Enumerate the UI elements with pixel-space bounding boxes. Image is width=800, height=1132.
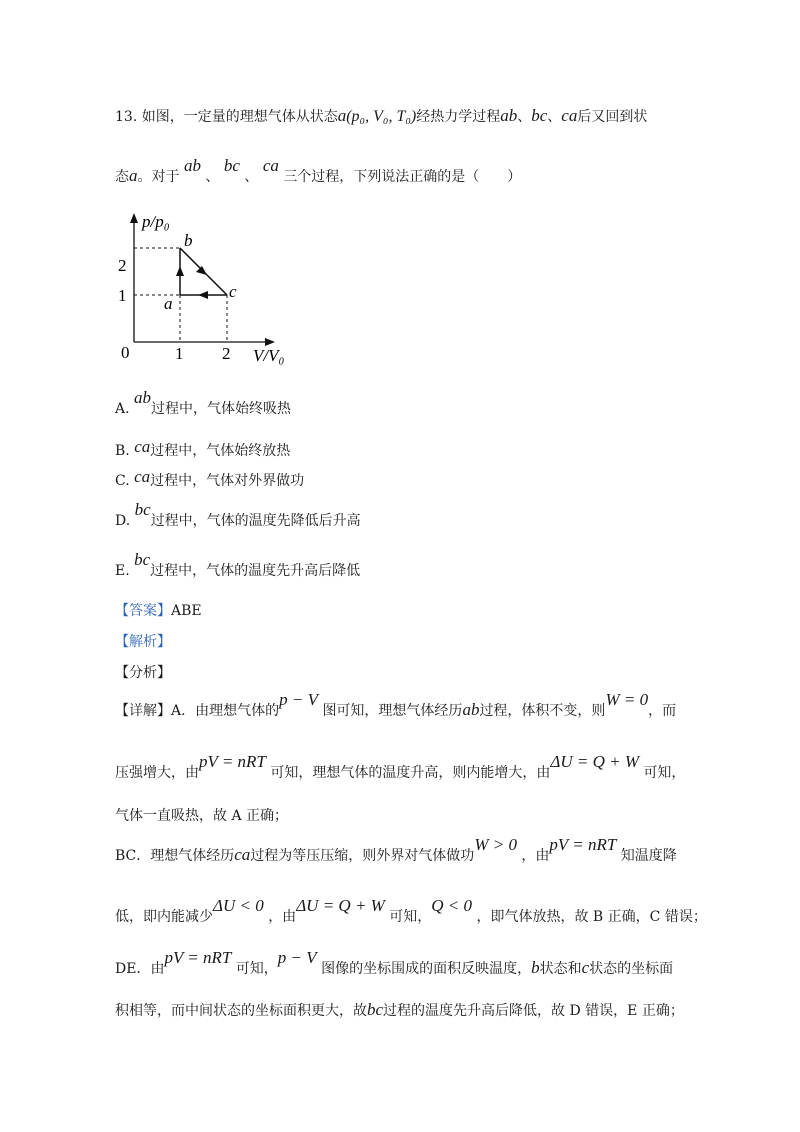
- option-c[interactable]: C. ca过程中，气体对外界做功: [115, 467, 305, 489]
- question-line-1: 13. 如图，一定量的理想气体从状态a(p₀, V₀, T₀)经热力学过程ab、bc、ca后又回到状: [115, 106, 648, 125]
- point-c-label: c: [229, 282, 237, 301]
- answer-line: [115, 600, 202, 620]
- x-axis-label: V/V₀: [253, 346, 285, 365]
- y-tick-2: 2: [118, 256, 127, 275]
- answer-tag: 【答案】: [115, 603, 171, 619]
- x-tick-1: 1: [175, 344, 184, 363]
- origin-label: 0: [121, 343, 130, 362]
- option-e[interactable]: E. bc过程中，气体的温度先升高后降低: [115, 550, 361, 579]
- point-a-label: a: [164, 294, 173, 313]
- arrow-bc-icon: [196, 266, 207, 275]
- question-number: 13.: [115, 109, 138, 125]
- analysis-line: [115, 631, 171, 651]
- detail-line-3: 气体一直吸热，故 A 正确；: [115, 808, 289, 824]
- answer-value: ABE: [171, 603, 202, 619]
- detail-line-1: 【详解】A．由理想气体的p − V 图可知，理想气体经历ab过程，体积不变，则W = 0，而: [115, 690, 677, 719]
- arrow-ab-icon: [176, 266, 184, 276]
- detail-line-5: 低，即内能减少ΔU < 0 ，由ΔU = Q + W 可知，Q < 0 ，即气体放热，故 B 正确，C 错误；: [115, 896, 707, 925]
- pv-diagram: [110, 205, 320, 375]
- detail-line-7: 积相等，而中间状态的坐标面积更大，故bc过程的温度先升高后降低，故 D 错误，E 正确；: [115, 1000, 684, 1019]
- detail-line-2: 压强增大，由pV = nRT 可知，理想气体的温度升高，则内能增大，由ΔU = Q + W 可知，: [115, 752, 686, 781]
- fenxi-tag: 【分析】: [115, 665, 171, 681]
- y-axis-arrow-icon: [130, 213, 138, 223]
- y-axis-label: p/p₀: [142, 212, 170, 231]
- detail-line-6: DE．由pV = nRT 可知，p − V 图像的坐标围成的面积反映温度，b状态和c状态的坐标面: [115, 948, 674, 977]
- x-tick-2: 2: [222, 344, 231, 363]
- detail-line-4: BC．理想气体经历ca过程为等压压缩，则外界对气体做功W > 0 ，由pV = nRT 知温度降: [115, 835, 677, 864]
- option-a[interactable]: A. ab过程中，气体始终吸热: [115, 388, 292, 417]
- y-tick-1: 1: [118, 286, 127, 305]
- fenxi-line: [115, 662, 171, 682]
- analysis-tag: 【解析】: [115, 634, 171, 650]
- question-line-2: 态a。对于 ab 、 bc 、 ca 三个过程，下列说法正确的是（ ）: [115, 156, 522, 185]
- x-axis-arrow-icon: [265, 338, 275, 346]
- option-d[interactable]: D. bc过程中，气体的温度先降低后升高: [115, 500, 361, 529]
- arrow-ca-icon: [198, 291, 208, 299]
- point-b-label: b: [184, 231, 193, 250]
- option-b[interactable]: B. ca过程中，气体始终放热: [115, 437, 291, 459]
